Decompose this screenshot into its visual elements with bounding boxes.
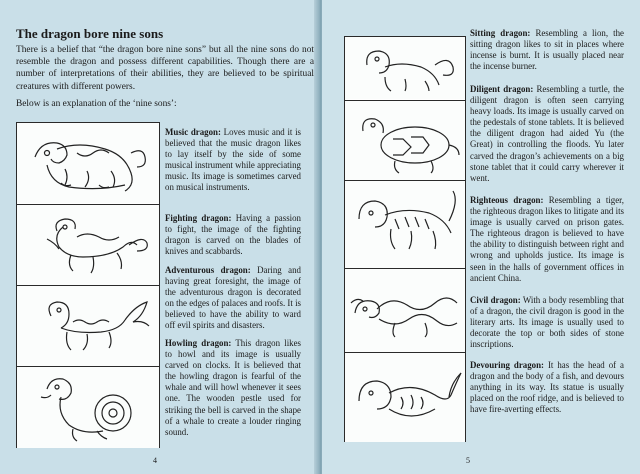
list-intro: Below is an explanation of the ‘nine sons’: [16,99,177,109]
page-number-left: 4 [153,456,157,465]
devouring-dragon-illustration [345,352,465,442]
entry-text: Resembling a turtle, the diligent dragon is often seen carrying heavy loads. Its image is usually carved on the pedestals of stone tablets. It is believed the diligent dragon had aided Yu (the Great) in controlling the floods. Yu later carved the dragon’s achievements on a big stone tablet that it could carry wherever it went. [470,84,624,183]
entry-adventurous-dragon [165,265,301,332]
sitting-dragon-illustration [345,37,465,99]
intro-paragraph: There is a belief that “the dragon bore nine sons” but all the nine sons do not resemble the dragon and possess different capabilities. Though there are a number of interpretations of their abilities, they are believed to be spiritual creatures with different powers. [16,45,314,92]
entry-devouring-dragon [470,360,624,415]
entry-diligent-dragon [470,84,624,184]
entry-fighting-dragon [165,213,301,257]
entry-text: Loves music and it is believed that the music dragon likes to lay itself by the side of some musical instrument while appreciating music. Its image is sometimes carved on musical instruments. [165,127,301,193]
entry-term: Civil dragon: [470,295,521,305]
fighting-dragon-image [17,205,159,286]
civil-dragon-illustration [345,268,465,353]
adventurous-dragon-illustration [17,285,159,367]
entry-text: Resembling a lion, the sitting dragon likes to sit in places where incense is burnt. It is usually placed near the incense burner. [470,28,624,72]
howling-dragon-illustration [17,366,159,448]
fighting-dragon-illustration [17,204,159,286]
music-dragon-illustration [17,123,159,203]
righteous-dragon-image [345,181,465,269]
entry-term: Righteous dragon: [470,195,544,205]
entry-term: Sitting dragon: [470,28,531,38]
illustration-column [344,36,466,442]
entry-text: Having a passion to fight, the image of the fighting dragon is carved on the blades of knives and scabbards. [165,213,301,257]
adventurous-dragon-image [17,286,159,367]
entry-term: Howling dragon: [165,338,232,348]
right-page [322,0,640,474]
entry-sitting-dragon [470,28,624,72]
diligent-dragon-illustration [345,100,465,181]
devouring-dragon-image [345,353,465,442]
entry-text: It has the head of a dragon and the body of a fish, and devours anything in its way. Its statue is usually placed on the roof ridge, and is believed to have fire-averting effects. [470,360,624,415]
illustration-column [16,122,160,448]
entry-term: Fighting dragon: [165,213,232,223]
page-number-right: 5 [466,456,470,465]
howling-dragon-image [17,367,159,448]
entry-term: Music dragon: [165,127,221,137]
page-title: The dragon bore nine sons [16,26,164,41]
entry-text: This dragon likes to howl and its image is usually carved on clocks. It is believed that the howling dragon is fearful of the whale and will howl whenever it sees one. The wooden pestle used for striking the bell is carved in the shape of a whale to create a louder ringing sound. [165,338,301,437]
civil-dragon-image [345,269,465,353]
entry-music-dragon [165,127,301,194]
righteous-dragon-illustration [345,180,465,269]
entry-text: Resembling a tiger, the righteous dragon likes to litigate and its image is usually carved on prison gates. The righteous dragon is believed to have the ability to distinguish between right and wrong and upholds justice. Its image is seen in the halls of government offices in ancient China. [470,195,624,283]
entry-term: Devouring dragon: [470,360,544,370]
entry-term: Diligent dragon: [470,84,534,94]
diligent-dragon-image [345,101,465,181]
entry-howling-dragon [165,338,301,438]
entry-term: Adventurous dragon: [165,265,251,275]
entry-text: Daring and having great foresight, the image of the adventurous dragon is decorated on the edges of palaces and roofs. It is believed to have the ability to ward off evil spirits and disasters. [165,265,301,331]
entry-righteous-dragon [470,195,624,284]
music-dragon-image [17,123,159,203]
entry-text: With a body resembling that of a dragon, the civil dragon is good in the literary arts. Its image is usually used to decorate the top or both sides of stone inscriptions. [470,295,624,350]
sitting-dragon-image [345,37,465,99]
entry-civil-dragon [470,295,624,350]
left-page [0,0,318,474]
